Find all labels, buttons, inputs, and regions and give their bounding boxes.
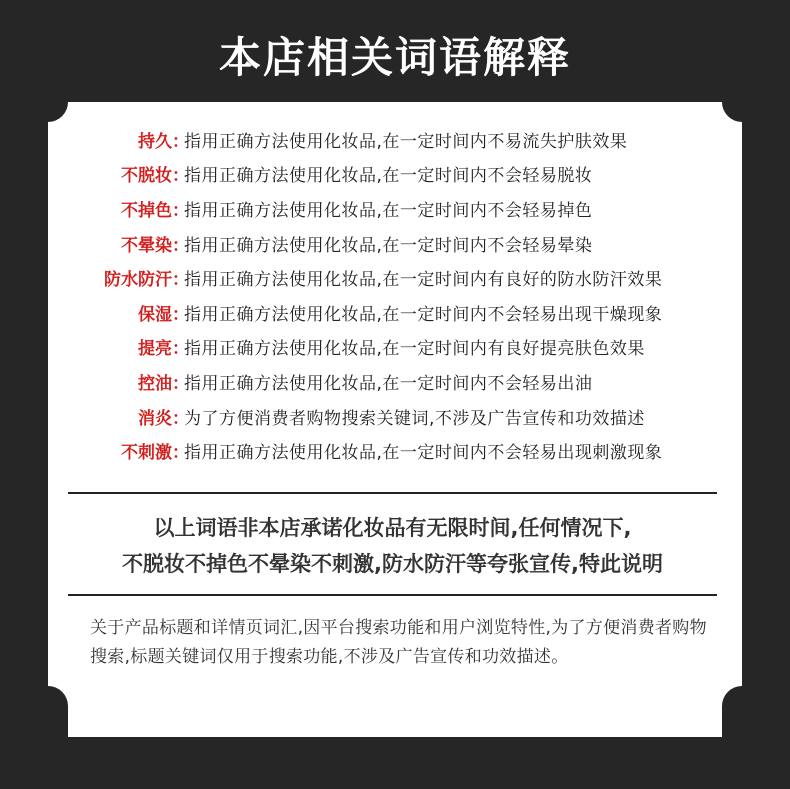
term-list — [68, 122, 728, 468]
term-definition: 指用正确方法使用化妆品,在一定时间内不会轻易出现刺激现象 — [184, 443, 663, 464]
term-colon: ： — [172, 373, 189, 394]
term-row — [68, 330, 728, 365]
term-colon: ： — [172, 200, 189, 221]
term-definition: 指用正确方法使用化妆品,在一定时间内不会轻易脱妆 — [184, 166, 593, 187]
term-definition: 指用正确方法使用化妆品,在一定时间内有良好提亮肤色效果 — [184, 339, 645, 360]
term-name: 控油 — [138, 373, 172, 394]
term-name: 保湿 — [138, 304, 172, 325]
term-colon: ： — [172, 270, 189, 291]
disclaimer-text: 关于产品标题和详情页词汇,因平台搜索功能和用户浏览特性,为了方便消费者购物搜索,标题关键词仅用于搜索功能,不涉及广告宣传和功效描述。 — [90, 618, 707, 667]
term-colon: ： — [172, 339, 189, 360]
term-row — [68, 433, 728, 468]
term-colon: ： — [172, 443, 189, 464]
notice-block — [68, 510, 717, 582]
term-name: 不晕染 — [121, 235, 172, 256]
term-row — [68, 399, 728, 434]
term-definition: 指用正确方法使用化妆品,在一定时间内不会轻易掉色 — [184, 200, 593, 221]
term-colon: ： — [172, 131, 189, 152]
term-row — [68, 226, 728, 261]
term-name: 消炎 — [138, 408, 172, 429]
term-row — [68, 260, 728, 295]
term-name: 持久 — [138, 131, 172, 152]
page-title: 本店相关词语解释 — [218, 33, 571, 82]
term-row — [68, 157, 728, 192]
term-colon: ： — [172, 304, 189, 325]
term-definition: 为了方便消费者购物搜索关键词,不涉及广告宣传和功效描述 — [184, 408, 645, 429]
term-name: 防水防汗 — [104, 270, 172, 291]
term-name: 不刺激 — [121, 443, 172, 464]
term-definition: 指用正确方法使用化妆品,在一定时间内不会轻易出油 — [184, 373, 593, 394]
term-colon: ： — [172, 408, 189, 429]
term-definition: 指用正确方法使用化妆品,在一定时间内不会轻易出现干燥现象 — [184, 304, 663, 325]
term-definition: 指用正确方法使用化妆品,在一定时间内不易流失护肤效果 — [184, 131, 628, 152]
term-row — [68, 122, 728, 157]
divider-bottom — [68, 594, 717, 596]
divider-top — [68, 492, 717, 494]
notice-line-1: 以上词语非本店承诺化妆品有无限时间,任何情况下, — [153, 516, 632, 540]
term-colon: ： — [172, 235, 189, 256]
term-row — [68, 364, 728, 399]
term-name: 不脱妆 — [121, 166, 172, 187]
term-definition: 指用正确方法使用化妆品,在一定时间内有良好的防水防汗效果 — [184, 270, 663, 291]
term-colon: ： — [172, 166, 189, 187]
term-name: 提亮 — [138, 339, 172, 360]
term-definition: 指用正确方法使用化妆品,在一定时间内不会轻易晕染 — [184, 235, 593, 256]
notice-line-2: 不脱妆不掉色不晕染不刺激,防水防汗等夸张宣传,特此说明 — [122, 552, 663, 576]
term-row — [68, 295, 728, 330]
term-name: 不掉色 — [121, 200, 172, 221]
term-row — [68, 191, 728, 226]
